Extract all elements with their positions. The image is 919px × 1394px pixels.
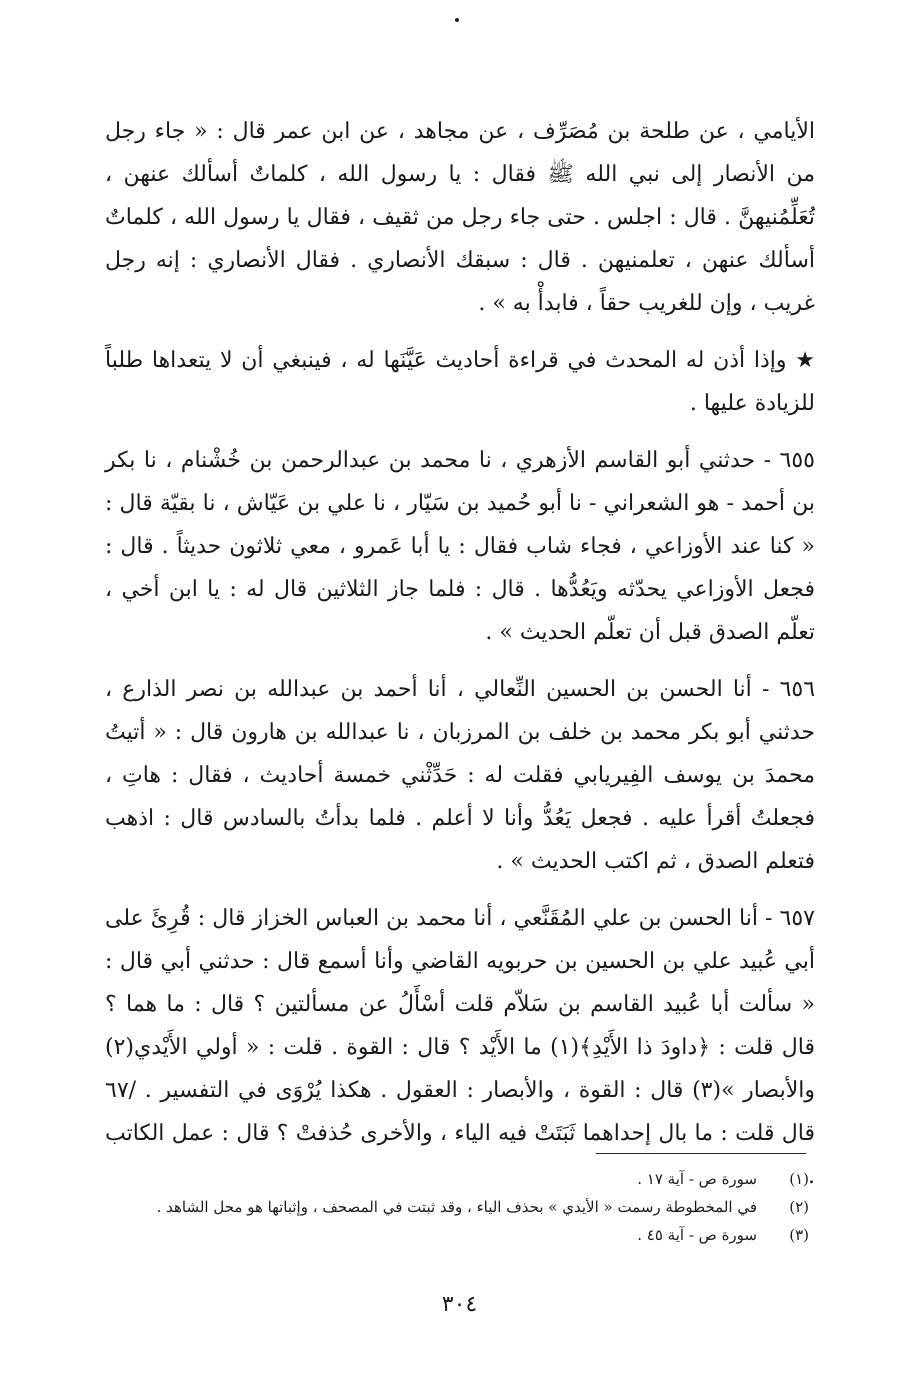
- footnote-divider: [596, 1153, 806, 1154]
- footnote-number: (١): [789, 1170, 809, 1188]
- footnote-text: سورة ص - آية ٤٥ .: [637, 1226, 757, 1244]
- footnote-number: (٣): [789, 1226, 809, 1244]
- footnote-text: سورة ص - آية ١٧ .: [637, 1170, 757, 1188]
- page-number: ٣٠٤: [441, 1292, 478, 1317]
- footnote-number: (٢): [789, 1198, 809, 1216]
- footnotes: [109, 1165, 809, 1249]
- paragraph-continuation: الأيامي ، عن طلحة بن مُصَرِّف ، عن مجاهد ، عن ابن عمر قال : « جاء رجل من الأنصار إلى نبي الله ﷺ فقال : يا رسول الله ، كلماتٌ أسألك عنهن ، تُعَلِّمُنيهنَّ . قال : اجلس . حتى جاء رجل من ثقيف ، فقال يا رسول الله ، كلماتٌ أسألك عنهن ، تعلمنيهن . قال : سبقك الأنصاري . فقال الأنصاري : إنه رجل غريب ، وإن للغريب حقاً ، فابدأْ به » .: [105, 119, 815, 316]
- footnote-2: [109, 1193, 809, 1221]
- paragraph-note: ★ وإذا أذن له المحدث في قراءة أحاديث عَيَّنَها له ، فينبغي أن لا يتعداها طلباً للزيادة عليها .: [105, 348, 815, 416]
- footnote-3: [109, 1221, 809, 1249]
- footnote-1: [109, 1165, 809, 1193]
- paragraph-655: ٦٥٥ - حدثني أبو القاسم الأزهري ، نا محمد بن عبدالرحمن بن خُشْنام ، نا بكر بن أحمد - هو الشعراني - نا أبو حُميد بن سَيّار ، نا علي بن عَيّاش ، نا بقيّة قال : « كنا عند الأوزاعي ، فجاء شاب فقال : يا أبا عَمرو ، معي ثلاثون حديثاً . قال : فجعل الأوزاعي يحدّثه ويَعُدُّها . قال : فلما جاز الثلاثين قال له : يا ابن أخي ، تعلّم الصدق قبل أن تعلّم الحديث » .: [105, 448, 815, 645]
- paragraph-656: ٦٥٦ - أنا الحسن بن الحسين النِّعالي ، أنا أحمد بن عبدالله بن نصر الذارع ، حدثني أبو بكر محمد بن خلف بن المرزبان ، نا عبدالله بن هارون قال : « أتيتُ محمدَ بن يوسف الفِيريابي فقلت له : حَدِّثْني خمسة أحاديث ، فقال : هاتِ ، فجعلتُ أقرأ عليه . فجعل يَعُدُّ وأنا لا أعلم . فلما بدأتُ بالسادس قال : اذهب فتعلم الصدق ، ثم اكتب الحديث » .: [105, 677, 816, 874]
- paragraph-657: ٦٥٧ - أنا الحسن بن علي المُقَنَّعي ، أنا محمد بن العباس الخزاز قال : قُرِئَ على أبي عُبيد علي بن الحسين بن حربويه القاضي وأنا أسمع قال : حدثني أبي قال : « سألت أبا عُبيد القاسم بن سَلاّم قلت أسْأَلُ عن مسألتين ؟ قال : ما هما ؟ قال قلت : ﴿داودَ ذا الأَيْدِ﴾(١) ما الأَيْد ؟ قال : القوة . قلت : « أولي الأَيْدي(٢) والأبصار »(٣) قال : القوة ، والأبصار : العقول . هكذا يُرْوَى في التفسير . /٦٧ قال قلت : ما بال إحداهما ثَبَتَتْ فيه الياء ، والأخرى حُذفتْ ؟ قال : عمل الكاتب .: [105, 906, 815, 1189]
- main-text: [105, 110, 815, 1198]
- page-speck: [455, 18, 459, 22]
- footnote-text: في المخطوطة رسمت « الأيدي » بحذف الياء ، وقد ثبتت في المصحف ، وإثباتها هو محل الشاهد .: [156, 1198, 757, 1216]
